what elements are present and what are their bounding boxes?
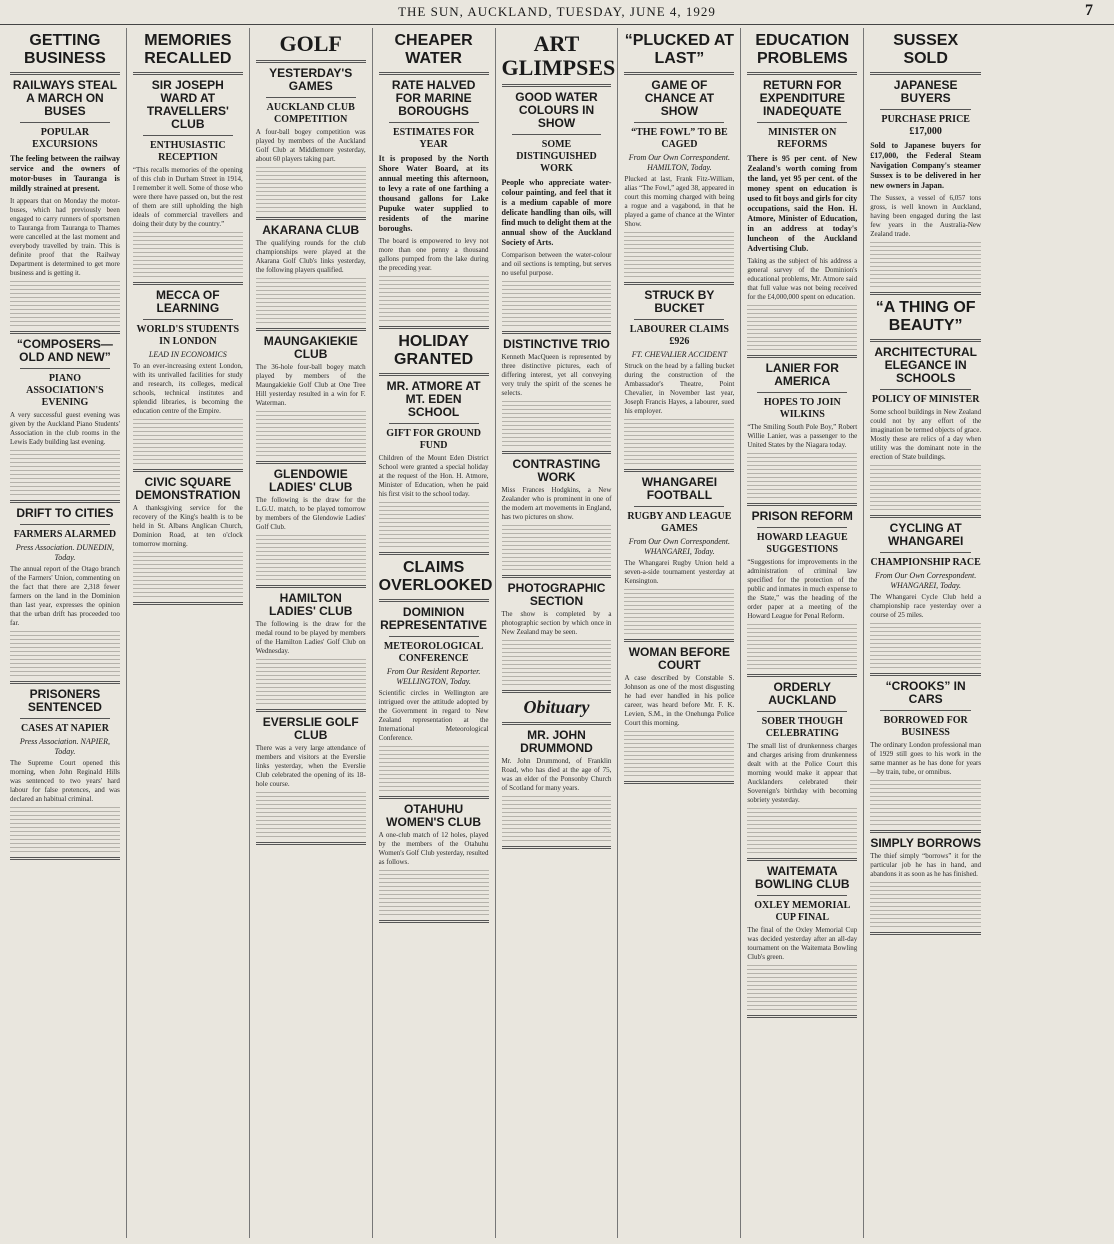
article-body: There was a very large attendance of members and visitors at the Everslie links yesterday, when the Everslie Club celebrated the opening of its 18-hole course. bbox=[255, 744, 366, 788]
newspaper-columns bbox=[4, 28, 1110, 1238]
article-headline: HAMILTON LADIES' CLUB bbox=[268, 591, 353, 618]
article-body: A four-ball bogey competition was played by members of the Auckland Golf Club at Middlemore yesterday, about 60 players taking part. bbox=[255, 128, 366, 163]
illegible-text-texture bbox=[747, 624, 857, 670]
article-headline: “A THING OF BEAUTY” bbox=[875, 299, 976, 334]
article-body: Scientific circles in Wellington are intrigued over the attitude adopted by the Government in regard to New Zealand representation at the International Meteorological Conference. bbox=[378, 689, 489, 742]
divider bbox=[266, 97, 356, 98]
column-6 bbox=[618, 28, 741, 1238]
article-body: To an ever-increasing extent London, with its unrivalled facilities for study and research, its colleges, medical schools, technical institutes and splendid libraries, is becoming the education centre of the Empire. bbox=[132, 362, 243, 415]
section-divider bbox=[379, 796, 489, 799]
article-headline: DISTINCTIVE TRIO bbox=[503, 337, 610, 351]
divider bbox=[389, 636, 479, 637]
article bbox=[502, 338, 612, 454]
article-headline: WOMAN BEFORE COURT bbox=[628, 645, 731, 672]
article bbox=[10, 688, 120, 860]
illegible-text-texture bbox=[870, 780, 981, 826]
divider bbox=[634, 319, 724, 320]
section-divider bbox=[256, 842, 366, 845]
article-dateline: LEAD IN ECONOMICS bbox=[148, 350, 227, 359]
divider bbox=[20, 524, 110, 525]
article bbox=[624, 646, 734, 784]
article-body: The annual report of the Otago branch of the Farmers' Union, commenting on the fact that there are 2,318 fewer farmers on the land in the Dominion than last year, expresses the opinion that the urban drift has proceeded too far. bbox=[10, 565, 120, 627]
article-headline: HOLIDAY GRANTED bbox=[394, 333, 474, 368]
article-subheadline: GIFT FOR GROUND FUND bbox=[386, 428, 482, 451]
article bbox=[379, 606, 489, 799]
section-divider bbox=[256, 709, 366, 712]
section-divider bbox=[870, 932, 981, 935]
section-divider bbox=[379, 373, 489, 376]
article-body: The following is the draw for the L.G.U. match, to be played tomorrow by members of the Glendowie Ladies' Golf Club. bbox=[255, 496, 366, 531]
article bbox=[624, 289, 734, 472]
article-headline: PHOTOGRAPHIC SECTION bbox=[507, 581, 606, 608]
article-subheadline: SOME DISTINGUISHED WORK bbox=[516, 139, 597, 174]
illegible-text-texture bbox=[502, 281, 612, 327]
article-headline: STRUCK BY BUCKET bbox=[644, 288, 715, 315]
column-8 bbox=[864, 28, 987, 1238]
article-lead: People who appreciate water-colour painting, and feel that it is a medium capable of more delicate handling than oils, will find much to delight them at the annual show of the Auckland Society of Arts. bbox=[501, 178, 612, 247]
article-body: The board is empowered to levy not more than one penny a thousand gallons pumped from the lake during the preceding year. bbox=[378, 237, 489, 272]
article bbox=[10, 32, 120, 75]
article bbox=[870, 346, 981, 518]
article bbox=[379, 32, 489, 75]
article-body: It appears that on Monday the motor-buses, which had previously been engaged to carry runners of sportsmen to Tauranga from Tauranga to Thames were cancelled at the last moment and everybody travelled by train. This is definite proof that the Railway Department is determined to get more business and is getting it. bbox=[10, 197, 120, 277]
divider bbox=[757, 711, 847, 712]
divider bbox=[20, 122, 110, 123]
section-divider bbox=[256, 60, 366, 63]
illegible-text-texture bbox=[10, 807, 120, 853]
section-divider bbox=[624, 72, 734, 75]
article-headline: “PLUCKED AT LAST” bbox=[624, 32, 735, 67]
article-subheadline: HOPES TO JOIN WILKINS bbox=[763, 397, 841, 420]
illegible-text-texture bbox=[256, 535, 366, 581]
divider bbox=[389, 423, 479, 424]
divider bbox=[143, 135, 233, 136]
article-body: Comparison between the water-colour and oil sections is tempting, but serves no useful purpose. bbox=[501, 251, 612, 277]
article-body: A one-club match of 12 holes, played by the members of the Otahuhu Women's Golf Club yesterday, resulted as follows. bbox=[378, 831, 489, 866]
article bbox=[256, 335, 366, 464]
illegible-text-texture bbox=[379, 276, 489, 322]
section-divider bbox=[747, 858, 857, 861]
section-divider bbox=[256, 585, 366, 588]
section-divider bbox=[624, 781, 734, 784]
article bbox=[133, 32, 243, 75]
article-headline: CIVIC SQUARE DEMONSTRATION bbox=[135, 475, 241, 502]
illegible-text-texture bbox=[10, 281, 120, 327]
article bbox=[256, 224, 366, 331]
article-headline: YESTERDAY'S GAMES bbox=[269, 66, 353, 93]
article bbox=[378, 559, 493, 602]
article-subheadline: RUGBY AND LEAGUE GAMES bbox=[627, 511, 732, 534]
article-subheadline: SOBER THOUGH CELEBRATING bbox=[761, 716, 843, 739]
article-headline: GETTING BUSINESS bbox=[24, 32, 106, 67]
section-divider bbox=[870, 339, 981, 342]
section-divider bbox=[502, 722, 612, 725]
column-5 bbox=[496, 28, 619, 1238]
article-headline: SUSSEX SOLD bbox=[893, 32, 959, 67]
article-headline: WHANGAREI FOOTBALL bbox=[641, 475, 718, 502]
divider bbox=[880, 109, 971, 110]
article-headline: MR. ATMORE AT MT. EDEN SCHOOL bbox=[386, 379, 481, 419]
illegible-text-texture bbox=[256, 659, 366, 705]
illegible-text-texture bbox=[379, 870, 489, 916]
article bbox=[502, 697, 612, 725]
article-body: The Whangarei Cycle Club held a championship race yesterday over a course of 25 miles. bbox=[870, 593, 982, 619]
article bbox=[502, 729, 612, 849]
article bbox=[870, 680, 981, 833]
illegible-text-texture bbox=[747, 965, 857, 1011]
article-subheadline: LABOURER CLAIMS £926 bbox=[629, 324, 729, 347]
article bbox=[870, 32, 981, 75]
article-subheadline: HOWARD LEAGUE SUGGESTIONS bbox=[756, 532, 848, 555]
divider bbox=[634, 122, 724, 123]
section-divider bbox=[133, 469, 243, 472]
article-body: Struck on the head by a falling bucket during the construction of the Ambassador's Theatre, Point Chevalier, in November last year, Joseph Francis Hayes, a labourer, sued his employer. bbox=[624, 362, 735, 415]
article-headline: GOOD WATER COLOURS IN SHOW bbox=[515, 90, 598, 130]
divider bbox=[20, 718, 110, 719]
section-divider bbox=[870, 673, 981, 676]
illegible-text-texture bbox=[747, 808, 857, 854]
article-subheadline: AUCKLAND CLUB COMPETITION bbox=[266, 102, 355, 125]
section-divider bbox=[502, 846, 612, 849]
article bbox=[624, 476, 734, 642]
article-headline: “CROOKS” IN CARS bbox=[885, 679, 966, 706]
illegible-text-texture bbox=[624, 232, 734, 278]
illegible-text-texture bbox=[133, 552, 243, 598]
article bbox=[870, 79, 981, 295]
article bbox=[256, 592, 366, 712]
illegible-text-texture bbox=[379, 746, 489, 792]
article bbox=[870, 522, 981, 676]
article-body: “This recalls memories of the opening of this club in Durham Street in 1914, I remember it well. Some of those who were there have passed on, but the rest of them are still upholding the high ideals of commercial travellers and doing their duty by the country.” bbox=[132, 166, 243, 228]
article-headline: MR. JOHN DRUMMOND bbox=[520, 728, 593, 755]
article-body: The ordinary London professional man of 1929 still goes to his work in the same manner as he has done for years—by train, tube, or omnibus. bbox=[870, 741, 982, 776]
section-divider bbox=[747, 503, 857, 506]
article-subheadline: ENTHUSIASTIC RECEPTION bbox=[150, 140, 226, 163]
illegible-text-texture bbox=[379, 502, 489, 548]
article-subheadline: CHAMPIONSHIP RACE bbox=[870, 557, 981, 568]
article bbox=[133, 289, 243, 472]
article bbox=[256, 716, 366, 845]
article-headline: RATE HALVED FOR MARINE BOROUGHS bbox=[391, 78, 476, 118]
column-2 bbox=[127, 28, 250, 1238]
section-divider bbox=[624, 469, 734, 472]
article-headline: AKARANA CLUB bbox=[262, 223, 360, 237]
article bbox=[624, 32, 734, 75]
article-body: A thanksgiving service for the recovery of the King's health is to be held in St. Albans Anglican Church, Dominion Road, at ten o'clock tomorrow morning. bbox=[132, 504, 243, 548]
article-headline: LANIER FOR AMERICA bbox=[765, 361, 839, 388]
article-dateline: From Our Own Correspondent. HAMILTON, Today. bbox=[628, 153, 730, 172]
illegible-text-texture bbox=[10, 450, 120, 496]
article-body: The small list of drunkenness charges and charges arising from drunkenness dealt with at the Police Court this morning would make it appear that Aucklanders celebrated their Sovereign's birthday with becoming sobriety yesterday. bbox=[747, 742, 858, 804]
section-divider bbox=[624, 639, 734, 642]
article-subheadline: “THE FOWL” TO BE CAGED bbox=[631, 127, 728, 150]
article-headline: EVERSLIE GOLF CLUB bbox=[262, 715, 359, 742]
article bbox=[870, 837, 981, 935]
section-divider bbox=[870, 292, 981, 295]
illegible-text-texture bbox=[747, 453, 857, 499]
illegible-text-texture bbox=[133, 419, 243, 465]
article-headline: CONTRASTING WORK bbox=[512, 457, 601, 484]
article-headline: PRISON REFORM bbox=[751, 509, 853, 523]
article-headline: MECCA OF LEARNING bbox=[156, 288, 220, 315]
column-1 bbox=[4, 28, 127, 1238]
article-headline: SIR JOSEPH WARD AT TRAVELLERS' CLUB bbox=[146, 78, 229, 131]
article-headline: “COMPOSERS—OLD AND NEW” bbox=[16, 337, 113, 364]
article-body: The Supreme Court opened this morning, when John Reginald Hills was sentenced to two years' hard labour for false pretences, and was declared an habitual criminal. bbox=[10, 759, 120, 803]
divider bbox=[757, 122, 847, 123]
article-body: “The Smiling South Pole Boy,” Robert Willie Lanier, was a passenger to the United States by the Niagara today. bbox=[747, 423, 858, 449]
divider bbox=[880, 710, 971, 711]
divider bbox=[20, 368, 110, 369]
article-subheadline: CASES AT NAPIER bbox=[20, 723, 109, 734]
column-7 bbox=[741, 28, 864, 1238]
article-body: The following is the draw for the medal round to be played by members of the Hamilton Ladies' Golf Club on Wednesday. bbox=[255, 620, 366, 655]
illegible-text-texture bbox=[870, 882, 981, 928]
section-divider bbox=[133, 602, 243, 605]
page-number: 7 bbox=[1085, 2, 1094, 19]
article-body: The Sussex, a vessel of 6,057 tons gross, is well known in Auckland, having been engaged during the last few years in the Australia-New Zealand trade. bbox=[870, 194, 982, 238]
illegible-text-texture bbox=[870, 465, 981, 511]
divider bbox=[757, 527, 847, 528]
section-divider bbox=[502, 451, 612, 454]
article bbox=[747, 510, 857, 677]
article-dateline: From Our Resident Reporter. WELLINGTON, Today. bbox=[386, 667, 481, 686]
section-divider bbox=[379, 599, 489, 602]
illegible-text-texture bbox=[870, 623, 981, 669]
article-headline: SIMPLY BORROWS bbox=[870, 836, 981, 850]
article-subheadline: POPULAR EXCURSIONS bbox=[32, 127, 98, 150]
article-subheadline: BORROWED FOR BUSINESS bbox=[883, 715, 968, 738]
article bbox=[747, 362, 857, 506]
section-divider bbox=[870, 830, 981, 833]
article-dateline: Press Association. DUNEDIN, Today. bbox=[15, 543, 115, 562]
section-divider bbox=[10, 72, 120, 75]
article-body: Mr. John Drummond, of Franklin Road, who has died at the age of 75, was an elder of the Ponsonby Church of Scotland for many years. bbox=[501, 757, 612, 792]
article bbox=[379, 803, 489, 923]
article-headline: OTAHUHU WOMEN'S CLUB bbox=[386, 802, 482, 829]
article bbox=[501, 31, 616, 87]
illegible-text-texture bbox=[502, 796, 612, 842]
article-body: The thief simply “borrows” it for the particular job he has in hand, and abandons it as soon as he has finished. bbox=[870, 852, 982, 878]
divider bbox=[389, 122, 479, 123]
section-divider bbox=[10, 857, 120, 860]
article-body: Kenneth MacQueen is represented by three distinctive pictures, each of differing interest, yet all conveying very truly the spirit of the scenes he selects. bbox=[501, 353, 612, 397]
section-divider bbox=[502, 575, 612, 578]
section-divider bbox=[10, 500, 120, 503]
article-headline: RAILWAYS STEAL A MARCH ON BUSES bbox=[12, 78, 118, 118]
article-headline: CLAIMS OVERLOOKED bbox=[378, 559, 493, 594]
article bbox=[133, 476, 243, 605]
article-subheadline: METEOROLOGICAL CONFERENCE bbox=[383, 641, 484, 664]
article-dateline: Press Association. NAPIER, Today. bbox=[19, 737, 111, 756]
masthead bbox=[0, 0, 1114, 25]
illegible-text-texture bbox=[747, 305, 857, 351]
article-body: A very successful guest evening was given by the Auckland Piano Students' Association in the club rooms in the Lewis Eady building last evening. bbox=[10, 411, 120, 446]
section-divider bbox=[133, 72, 243, 75]
article bbox=[379, 380, 489, 555]
article-body: Children of the Mount Eden District School were granted a special holiday at the request of the Hon. H. Atmore, Minister of Education, when he paid his first visit to the school today. bbox=[378, 454, 489, 498]
article bbox=[747, 681, 857, 861]
article-headline: DOMINION REPRESENTATIVE bbox=[380, 605, 488, 632]
illegible-text-texture bbox=[502, 640, 612, 686]
article bbox=[747, 865, 857, 1018]
article-headline: CYCLING AT WHANGAREI bbox=[888, 521, 964, 548]
illegible-text-texture bbox=[256, 411, 366, 457]
article bbox=[870, 299, 981, 342]
section-divider bbox=[256, 461, 366, 464]
section-divider bbox=[747, 72, 857, 75]
illegible-text-texture bbox=[502, 525, 612, 571]
section-divider bbox=[870, 515, 981, 518]
article-dateline: From Our Own Correspondent. WHANGAREI, Today. bbox=[628, 537, 730, 556]
divider bbox=[512, 134, 602, 135]
illegible-text-texture bbox=[624, 419, 734, 465]
illegible-text-texture bbox=[870, 242, 981, 288]
article-body: The show is completed by a photographic section by which once in New Zealand may be seen. bbox=[501, 610, 612, 636]
article-headline: CHEAPER WATER bbox=[394, 32, 473, 67]
article-body: Taking as the subject of his address a general survey of the Dominion's educational problems, Mr. Atmore said that full value was not being received for the £4,000,000 spent on education. bbox=[747, 257, 858, 301]
article-dateline: From Our Own Correspondent. WHANGAREI, Today. bbox=[875, 571, 977, 590]
article bbox=[747, 79, 857, 358]
section-divider bbox=[624, 282, 734, 285]
article-subheadline: POLICY OF MINISTER bbox=[871, 394, 980, 405]
obituary-heading: Obituary bbox=[523, 697, 590, 717]
article bbox=[502, 91, 612, 334]
article-headline: MAUNGAKIEKIE CLUB bbox=[263, 334, 358, 361]
section-divider bbox=[256, 217, 366, 220]
article-headline: GLENDOWIE LADIES' CLUB bbox=[268, 467, 353, 494]
section-divider bbox=[747, 355, 857, 358]
section-divider bbox=[256, 328, 366, 331]
section-divider bbox=[502, 84, 612, 87]
article-subheadline: OXLEY MEMORIAL CUP FINAL bbox=[754, 900, 851, 923]
article-subheadline: FARMERS ALARMED bbox=[13, 529, 117, 540]
article-lead: There is 95 per cent. of New Zealand's worth coming from the land, yet 95 per cent. of the money spent on education is used to fit boys and girls for city occupations, said the Hon. H. Atmore, Minister of Education, in an address at today's luncheon of the Auckland Advertising Club. bbox=[747, 154, 858, 253]
article-headline: MEMORIES RECALLED bbox=[144, 32, 232, 67]
article-headline: ARCHITECTURAL ELEGANCE IN SCHOOLS bbox=[874, 345, 977, 385]
section-divider bbox=[379, 72, 489, 75]
section-divider bbox=[10, 331, 120, 334]
section-divider bbox=[133, 282, 243, 285]
article bbox=[379, 79, 489, 329]
article-lead: The feeling between the railway service and the owners of motor-buses in Tauranga is mildly strained at present. bbox=[10, 154, 120, 193]
illegible-text-texture bbox=[10, 631, 120, 677]
divider bbox=[634, 506, 724, 507]
divider bbox=[757, 392, 847, 393]
article-body: Miss Frances Hodgkins, a New Zealander who is prominent in one of the modern art movements in England, has two pictures on show. bbox=[501, 486, 612, 521]
article bbox=[502, 458, 612, 578]
article-lead: Sold to Japanese buyers for £17,000, the Federal Steam Navigation Company's steamer Sussex is to be delivered in her new owners in Japan. bbox=[870, 141, 982, 190]
illegible-text-texture bbox=[624, 731, 734, 777]
article-body: Some school buildings in New Zealand could not by any effort of the imagination be termed objects of grace. Mostly these are relics of a day when utility was the dominant note in the erection of State buildings. bbox=[870, 408, 982, 461]
article bbox=[10, 507, 120, 684]
illegible-text-texture bbox=[256, 278, 366, 324]
article-subheadline: WORLD'S STUDENTS IN LONDON bbox=[136, 324, 240, 347]
article-body: The 36-hole four-ball bogey match played by members of the Maungakiekie Golf Club at One Tree Hill yesterday resulted in a win for F. Waterman. bbox=[255, 363, 366, 407]
column-4 bbox=[373, 28, 496, 1238]
section-divider bbox=[502, 690, 612, 693]
illegible-text-texture bbox=[502, 401, 612, 447]
article bbox=[10, 79, 120, 334]
illegible-text-texture bbox=[256, 167, 366, 213]
article bbox=[133, 79, 243, 285]
article-headline: GOLF bbox=[279, 31, 342, 56]
article-body: The Whangarei Rugby Union held a seven-a-side tournament yesterday at Kensington. bbox=[624, 559, 735, 585]
article-headline: WAITEMATA BOWLING CLUB bbox=[754, 864, 850, 891]
article bbox=[379, 333, 489, 376]
article bbox=[10, 338, 120, 503]
article-body: “Suggestions for improvements in the administration of criminal law specified for the protection of the public and inmates in much expense to the State,” was the heading of the order paper at a meeting of the Howard League for Penal Reform. bbox=[747, 558, 858, 620]
article-body: The final of the Oxley Memorial Cup was decided yesterday after an all-day tournament on the Waitemata Bowling Club's green. bbox=[747, 926, 858, 961]
article-headline: RETURN FOR EXPENDITURE INADEQUATE bbox=[759, 78, 845, 118]
section-divider bbox=[747, 1015, 857, 1018]
section-divider bbox=[379, 552, 489, 555]
article bbox=[747, 32, 857, 75]
article-body: The qualifying rounds for the club championships were played at the Akarana Golf Club's links yesterday, the following players qualified. bbox=[255, 239, 366, 274]
article-headline: PRISONERS SENTENCED bbox=[27, 687, 102, 714]
section-divider bbox=[747, 674, 857, 677]
section-divider bbox=[10, 681, 120, 684]
column-3 bbox=[250, 28, 373, 1238]
article-subheadline: PIANO ASSOCIATION'S EVENING bbox=[26, 373, 104, 408]
divider bbox=[757, 895, 847, 896]
article-lead: It is proposed by the North Shore Water Board, at its annual meeting this afternoon, to levy a rate of one farthing a thousand gallons for Lake Pupuke water supplied to residents of the marine boroughs. bbox=[378, 154, 489, 233]
article bbox=[256, 67, 366, 220]
illegible-text-texture bbox=[256, 792, 366, 838]
masthead-title: THE SUN, AUCKLAND, TUESDAY, JUNE 4, 1929 bbox=[398, 4, 716, 19]
divider bbox=[880, 552, 971, 553]
article-body: A case described by Constable S. Johnson as one of the most disgusting he had ever handled in his police career, was heard before Mr. F. K. Levien, S.M., in the Onehunga Police Court this morning. bbox=[624, 674, 735, 727]
article bbox=[256, 32, 366, 63]
section-divider bbox=[379, 920, 489, 923]
article bbox=[624, 79, 734, 285]
article-headline: GAME OF CHANCE AT SHOW bbox=[644, 78, 715, 118]
illegible-text-texture bbox=[624, 589, 734, 635]
article-dateline: FT. CHEVALIER ACCIDENT bbox=[631, 350, 728, 359]
section-divider bbox=[502, 331, 612, 334]
article-subheadline: MINISTER ON REFORMS bbox=[768, 127, 837, 150]
divider bbox=[880, 389, 971, 390]
section-divider bbox=[870, 72, 981, 75]
illegible-text-texture bbox=[133, 232, 243, 278]
divider bbox=[143, 319, 233, 320]
article-subheadline: ESTIMATES FOR YEAR bbox=[392, 127, 475, 150]
article bbox=[502, 582, 612, 693]
article-headline: ART GLIMPSES bbox=[501, 31, 616, 80]
article-headline: DRIFT TO CITIES bbox=[16, 506, 114, 520]
section-divider bbox=[379, 326, 489, 329]
article-headline: ORDERLY AUCKLAND bbox=[768, 680, 837, 707]
article-subheadline: PURCHASE PRICE £17,000 bbox=[881, 114, 970, 137]
article-headline: JAPANESE BUYERS bbox=[893, 78, 958, 105]
article-headline: EDUCATION PROBLEMS bbox=[755, 32, 850, 67]
article-body: Plucked at last, Frank Fitz-William, alias “The Fowl,” aged 38, appeared in court this morning charged with being a rogue and a vagabond, in that he played a game of chance at the Winter Show. bbox=[624, 175, 735, 228]
article bbox=[256, 468, 366, 588]
